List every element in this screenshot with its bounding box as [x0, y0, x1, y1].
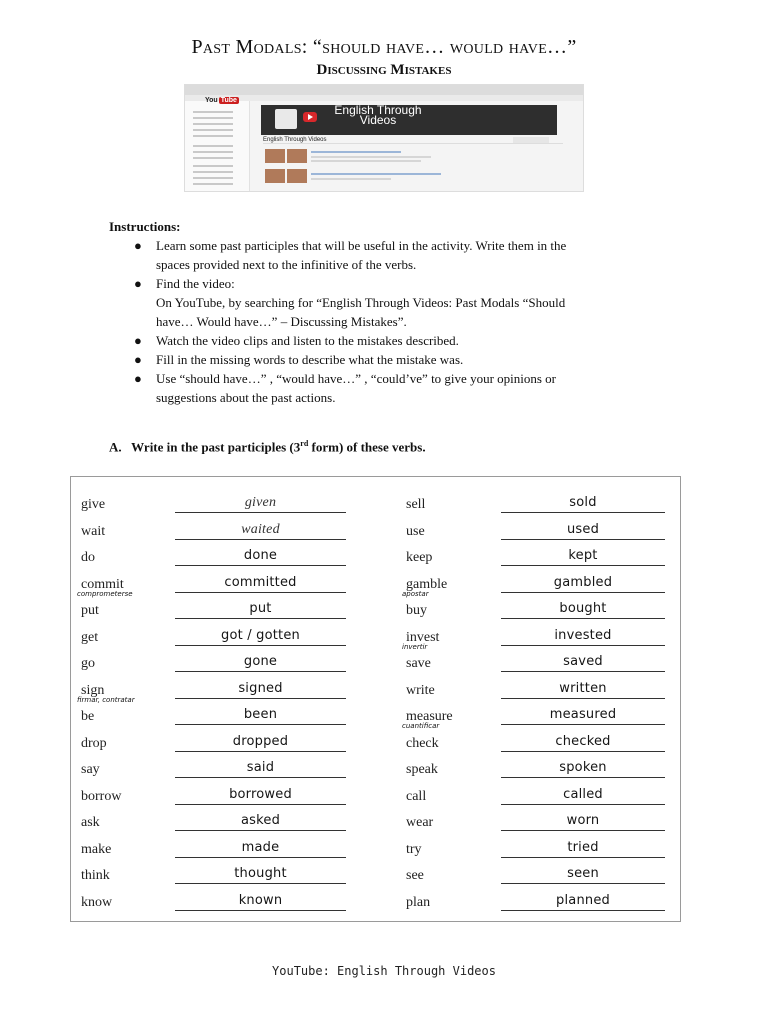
participle-answer[interactable]: written — [559, 680, 607, 696]
answer-underline — [501, 830, 665, 831]
verb-label: drop — [81, 735, 107, 751]
verb-label: make — [81, 841, 112, 857]
participle-answer[interactable]: known — [238, 892, 283, 908]
answer-underline — [175, 512, 346, 513]
answer-underline — [175, 830, 346, 831]
browser-tabbar — [185, 85, 583, 95]
answer-underline — [501, 751, 665, 752]
answer-underline — [175, 857, 346, 858]
page-footer: YouTube: English Through Videos — [272, 964, 496, 978]
verb-label: keep — [406, 550, 433, 565]
verb-label: write — [406, 682, 435, 698]
answer-underline — [501, 618, 665, 619]
participle-answer[interactable]: borrowed — [229, 786, 292, 802]
verb-label: sell — [406, 497, 426, 512]
verb-label: buy — [406, 603, 427, 618]
participle-answer[interactable]: called — [563, 786, 603, 802]
verb-label: think — [81, 868, 110, 883]
youtube-logo: You Tube — [205, 97, 237, 104]
participle-answer[interactable]: invested — [554, 627, 612, 643]
instruction-text: Use “should have…” , “would have…” , “could’ve” to give your opinions or — [156, 371, 557, 386]
video-thumbnail — [287, 169, 307, 183]
answer-underline — [501, 777, 665, 778]
participle-answer[interactable]: made — [241, 839, 280, 855]
participle-answer[interactable]: planned — [556, 892, 610, 908]
participle-answer[interactable]: measured — [549, 707, 617, 722]
answer-underline — [501, 565, 665, 566]
participle-answer[interactable]: bought — [559, 601, 607, 616]
verb-label: say — [81, 762, 100, 777]
answer-underline — [175, 804, 346, 805]
verb-label: save — [406, 656, 431, 671]
answer-underline — [175, 724, 346, 725]
verb-label: commit — [81, 576, 124, 592]
instruction-text: Watch the video clips and listen to the mistakes described. — [156, 333, 459, 348]
verb-label: go — [81, 656, 95, 671]
participle-answer[interactable]: gambled — [553, 574, 613, 590]
participle-answer[interactable]: spoken — [559, 760, 607, 775]
participle-answer[interactable]: kept — [568, 548, 598, 563]
answer-underline — [175, 645, 346, 646]
banner-text: English Through Videos — [334, 103, 422, 127]
answer-underline — [501, 857, 665, 858]
answer-underline — [501, 539, 665, 540]
handwritten-translation: comprometerse — [77, 589, 133, 598]
bullet-icon: ● — [134, 371, 142, 386]
youtube-channel-screenshot — [184, 84, 584, 192]
instruction-item — [134, 236, 654, 274]
channel-tabs — [263, 143, 563, 144]
verb-label: use — [406, 523, 425, 539]
participle-answer[interactable]: seen — [567, 866, 599, 881]
channel-logo — [275, 109, 297, 129]
instruction-text: Learn some past participles that will be useful in the activity. Write them in the — [156, 238, 567, 253]
verb-label: wait — [81, 523, 106, 539]
page-title: Past Modals: “should have… would have…” — [191, 36, 577, 58]
participle-answer[interactable]: said — [246, 760, 275, 775]
answer-underline — [175, 751, 346, 752]
verb-label: try — [406, 841, 422, 857]
handwritten-translation: cuantificar — [402, 722, 440, 730]
participle-answer[interactable]: given — [244, 495, 277, 510]
page-subtitle: Discussing Mistakes — [316, 62, 452, 78]
answer-underline — [175, 910, 346, 911]
participle-answer[interactable]: gone — [243, 654, 278, 669]
instruction-item — [134, 331, 654, 350]
verb-label: sign — [81, 682, 105, 698]
verb-label: invest — [406, 629, 440, 645]
answer-underline — [501, 698, 665, 699]
answer-underline — [175, 565, 346, 566]
instruction-item — [134, 274, 654, 331]
video-thumbnail — [265, 169, 285, 183]
answer-underline — [175, 777, 346, 778]
instruction-text: On YouTube, by searching for “English Through Videos: Past Modals “Should — [156, 295, 566, 310]
participle-answer[interactable]: committed — [224, 574, 297, 590]
participle-answer[interactable]: got / gotten — [221, 627, 300, 643]
answer-underline — [501, 671, 665, 672]
video-thumbnail — [265, 149, 285, 163]
video-thumbnail — [287, 149, 307, 163]
answer-underline — [501, 883, 665, 884]
answer-underline — [501, 910, 665, 911]
answer-underline — [175, 618, 346, 619]
participle-answer[interactable]: put — [249, 601, 272, 616]
participle-answer[interactable]: done — [243, 548, 278, 563]
instruction-item — [134, 350, 654, 369]
handwritten-translation: firmar, contratar — [77, 695, 135, 704]
instruction-text: Find the video: — [156, 276, 235, 291]
instructions-list — [134, 236, 654, 407]
answer-underline — [175, 883, 346, 884]
answer-underline — [501, 645, 665, 646]
participle-answer[interactable]: been — [243, 707, 278, 722]
verb-label: call — [406, 788, 427, 804]
verb-label: borrow — [81, 788, 122, 804]
verb-label: be — [81, 709, 95, 724]
answer-underline — [501, 724, 665, 725]
instruction-text: spaces provided next to the infinitive of the verbs. — [156, 257, 417, 272]
participle-answer[interactable]: saved — [563, 654, 603, 669]
instructions-heading: Instructions: — [109, 219, 181, 234]
participle-answer[interactable]: signed — [238, 680, 283, 696]
verb-label: check — [406, 735, 439, 751]
participle-answer[interactable]: tried — [567, 839, 599, 855]
play-icon — [303, 112, 317, 122]
bullet-icon: ● — [134, 238, 142, 253]
channel-name: English Through Videos — [263, 137, 327, 143]
bullet-icon: ● — [134, 276, 142, 291]
verb-label: gamble — [406, 576, 448, 592]
handwritten-translation: apostar — [402, 589, 429, 598]
verb-label: know — [81, 894, 113, 910]
answer-underline — [175, 539, 346, 540]
verb-label: speak — [406, 762, 438, 777]
verb-label: wear — [406, 815, 434, 830]
verb-label: give — [81, 497, 106, 512]
answer-underline — [501, 512, 665, 513]
answer-underline — [175, 592, 346, 593]
verb-label: put — [81, 603, 99, 618]
verb-label: see — [406, 868, 424, 883]
verbs-table — [70, 476, 681, 922]
participle-answer[interactable]: worn — [566, 813, 600, 828]
participle-answer[interactable]: dropped — [232, 733, 289, 749]
answer-underline — [501, 592, 665, 593]
instruction-text: Fill in the missing words to describe what the mistake was. — [156, 352, 464, 367]
answer-underline — [175, 698, 346, 699]
handwritten-translation: invertir — [402, 642, 428, 651]
instruction-text: have… Would have…” – Discussing Mistakes”. — [156, 314, 407, 329]
bullet-icon: ● — [134, 352, 142, 367]
bullet-icon: ● — [134, 333, 142, 348]
verb-label: get — [81, 629, 99, 645]
answer-underline — [501, 804, 665, 805]
instruction-item — [134, 369, 654, 407]
verb-label: plan — [406, 894, 431, 910]
participle-answer[interactable]: sold — [569, 495, 597, 510]
participle-answer[interactable]: waited — [241, 521, 280, 537]
participle-answer[interactable]: thought — [234, 866, 287, 881]
section-a-heading: A. Write in the past participles (3rd form) of these verbs. — [109, 439, 426, 455]
instruction-text: suggestions about the past actions. — [156, 390, 336, 405]
participle-answer[interactable]: used — [566, 521, 600, 537]
verb-label: ask — [81, 815, 100, 830]
answer-underline — [175, 671, 346, 672]
verb-label: do — [81, 550, 95, 565]
participle-answer[interactable]: checked — [555, 733, 611, 749]
verb-label: measure — [406, 709, 453, 724]
participle-answer[interactable]: asked — [240, 813, 281, 828]
